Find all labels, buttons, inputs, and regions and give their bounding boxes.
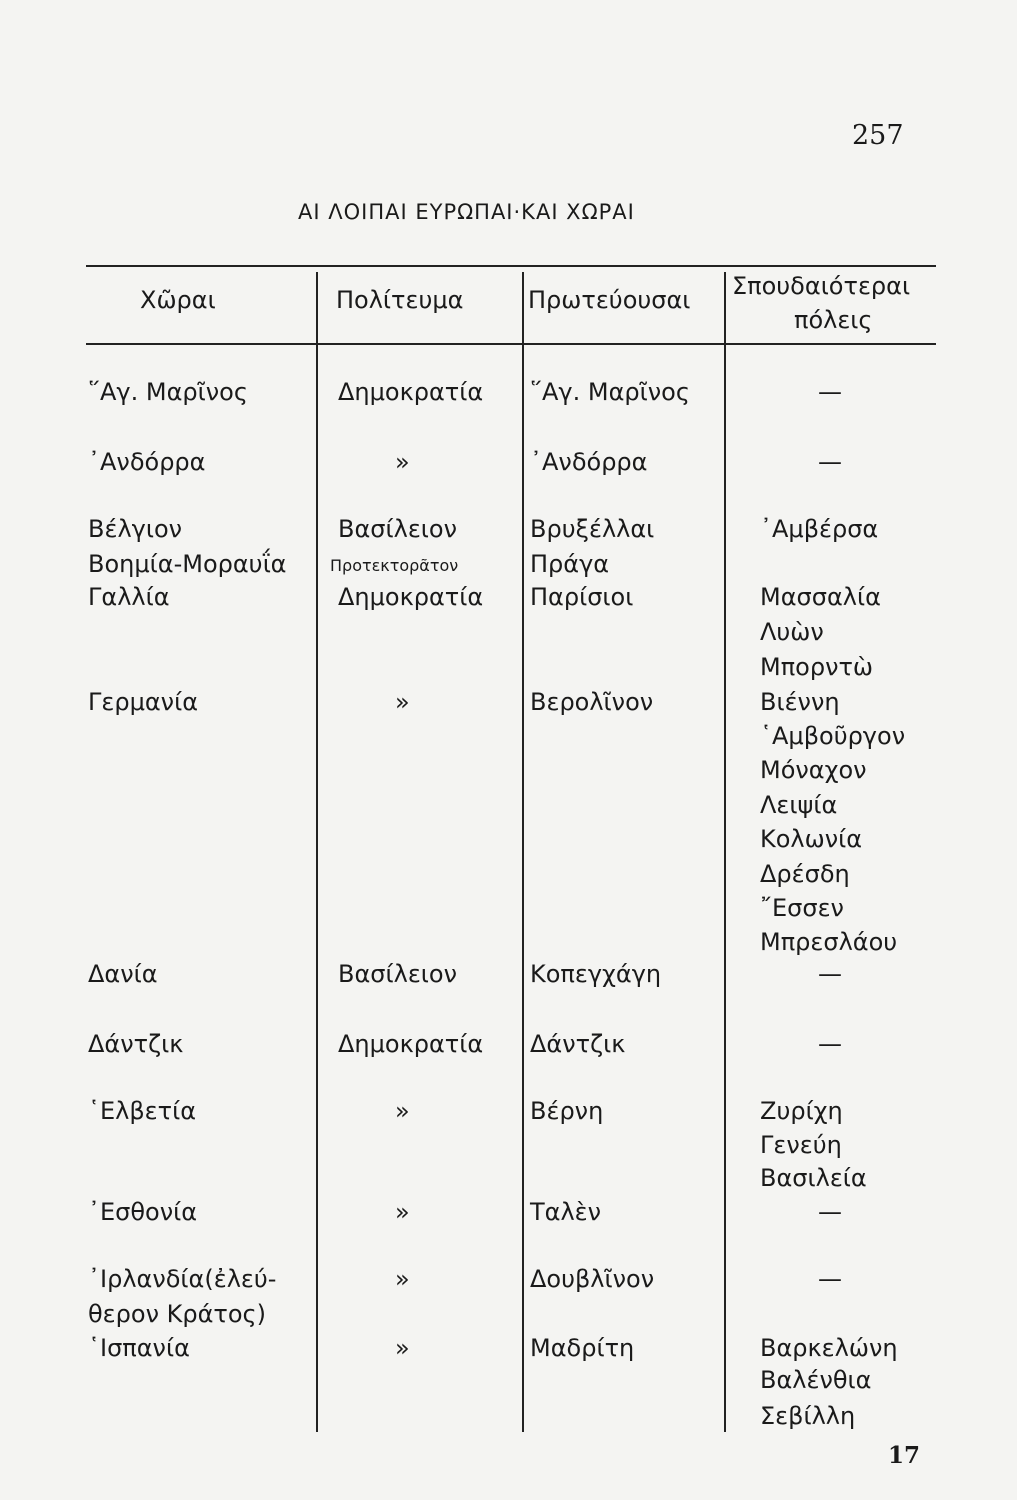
city: Μόναχον <box>760 756 867 784</box>
table-header-rule <box>86 343 936 345</box>
capital: Ταλὲν <box>530 1198 602 1226</box>
city: Σεβίλλη <box>760 1402 856 1430</box>
country: Γαλλία <box>88 583 170 611</box>
capital: Μαδρίτη <box>530 1334 635 1362</box>
capital: Παρίσιοι <box>530 583 634 611</box>
city: Λυὼν <box>760 618 824 646</box>
regime: Βασίλειον <box>338 960 458 988</box>
capital: ᾿Ανδόρρα <box>530 448 648 476</box>
regime: » <box>395 448 410 476</box>
regime: Δημοκρατία <box>338 378 484 406</box>
regime: Δημοκρατία <box>338 1030 484 1058</box>
capital: Δουβλῖνον <box>530 1265 655 1293</box>
city: ᾿Αμβέρσα <box>760 515 879 543</box>
city: Βαρκελώνη <box>760 1334 898 1362</box>
signature-mark: 17 <box>888 1442 921 1469</box>
country: Δανία <box>88 960 158 988</box>
city: Βασιλεία <box>760 1164 867 1192</box>
capital: ῞Αγ. Μαρῖνος <box>530 378 690 406</box>
country: ᾿Εσθονία <box>88 1198 198 1226</box>
regime: » <box>395 688 410 716</box>
country-continued: θερον Κράτος) <box>88 1300 266 1328</box>
table-top-rule <box>86 265 936 267</box>
country: ᾿Ανδόρρα <box>88 448 206 476</box>
capital: Βέρνη <box>530 1097 604 1125</box>
city: Μπορντὼ <box>760 653 874 681</box>
header-countries: Χῶραι <box>140 286 216 314</box>
capital: Βερολῖνον <box>530 688 654 716</box>
country: Βοημία-Μοραυΐα <box>88 550 287 578</box>
city: — <box>818 960 842 988</box>
capital: Κοπεγχάγη <box>530 960 662 988</box>
page-number: 257 <box>852 120 904 151</box>
city: Βαλένθια <box>760 1366 872 1394</box>
city: ῾Αμβοῦργον <box>760 722 906 750</box>
country: Δάντζικ <box>88 1030 184 1058</box>
column-divider-1 <box>316 272 318 1432</box>
header-major-cities: Σπουδαιότεραι <box>732 272 911 300</box>
page-title: ΑΙ ΛΟΙΠΑΙ ΕΥΡΩΠΑΙ·ΚΑΙ ΧΩΡΑΙ <box>298 200 635 224</box>
header-capitals: Πρωτεύουσαι <box>528 286 691 314</box>
city: Ζυρίχη <box>760 1097 843 1125</box>
header-major-cities-2: πόλεις <box>794 306 873 334</box>
column-divider-2 <box>522 272 524 1432</box>
city: — <box>818 1265 842 1293</box>
city: ῎Εσσεν <box>760 894 844 922</box>
city: Κολωνία <box>760 825 863 853</box>
regime: Βασίλειον <box>338 515 458 543</box>
city: — <box>818 378 842 406</box>
regime: » <box>395 1097 410 1125</box>
city: Μπρεσλάου <box>760 928 898 956</box>
country: ῾Ισπανία <box>88 1334 190 1362</box>
city: Βιέννη <box>760 688 840 716</box>
country: ῞Αγ. Μαρῖνος <box>88 378 248 406</box>
regime: » <box>395 1265 410 1293</box>
regime: Προτεκτορᾶτον <box>330 556 459 575</box>
column-divider-3 <box>724 272 726 1432</box>
country: ᾿Ιρλανδία(ἐλεύ- <box>88 1265 277 1293</box>
country: Βέλγιον <box>88 515 183 543</box>
city: — <box>818 1198 842 1226</box>
capital: Πράγα <box>530 550 610 578</box>
regime: » <box>395 1198 410 1226</box>
capital: Δάντζικ <box>530 1030 626 1058</box>
city: Γενεύη <box>760 1131 842 1159</box>
city: — <box>818 1030 842 1058</box>
country: Γερμανία <box>88 688 199 716</box>
country: ῾Ελβετία <box>88 1097 197 1125</box>
city: Λειψία <box>760 791 838 819</box>
regime: Δημοκρατία <box>338 583 484 611</box>
capital: Βρυξέλλαι <box>530 515 655 543</box>
city: — <box>818 448 842 476</box>
city: Μασσαλία <box>760 583 881 611</box>
header-regime: Πολίτευμα <box>336 286 464 314</box>
city: Δρέσδη <box>760 860 850 888</box>
regime: » <box>395 1334 410 1362</box>
